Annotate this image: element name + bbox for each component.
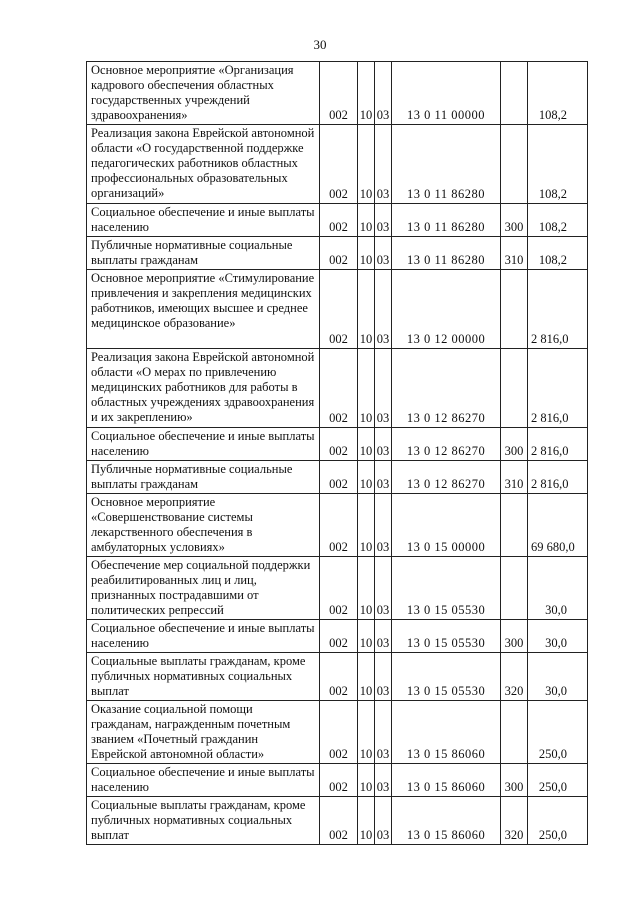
- amount: 108,2: [528, 237, 588, 270]
- amount: 250,0: [528, 701, 588, 764]
- section-code: 10: [358, 62, 375, 125]
- subsection-code: 03: [375, 701, 392, 764]
- ministry-code: 002: [320, 204, 358, 237]
- amount: 30,0: [528, 653, 588, 701]
- program-code: 13 0 11 86280: [392, 237, 501, 270]
- section-code: 10: [358, 764, 375, 797]
- row-name: Публичные нормативные социальные выплаты гражданам: [87, 237, 320, 270]
- table-row: [87, 620, 588, 653]
- ministry-code: 002: [320, 349, 358, 428]
- amount: 2 816,0: [528, 349, 588, 428]
- table-row: [87, 237, 588, 270]
- table-row: [87, 701, 588, 764]
- section-code: 10: [358, 349, 375, 428]
- row-name: Оказание социальной помощи гражданам, награжденным почетным званием «Почетный гражданин Еврейской автономной области»: [87, 701, 320, 764]
- ministry-code: 002: [320, 428, 358, 461]
- subsection-code: 03: [375, 204, 392, 237]
- budget-table: [86, 61, 588, 845]
- section-code: 10: [358, 125, 375, 204]
- section-code: 10: [358, 204, 375, 237]
- subsection-code: 03: [375, 653, 392, 701]
- row-name: Основное мероприятие «Организация кадрового обеспечения областных государственных учреждений здравоохранения»: [87, 62, 320, 125]
- ministry-code: 002: [320, 237, 358, 270]
- table-row: [87, 270, 588, 349]
- section-code: 10: [358, 557, 375, 620]
- table-row: [87, 428, 588, 461]
- section-code: 10: [358, 653, 375, 701]
- expense-type-code: 300: [501, 204, 528, 237]
- amount: 2 816,0: [528, 270, 588, 349]
- subsection-code: 03: [375, 237, 392, 270]
- expense-type-code: 320: [501, 653, 528, 701]
- ministry-code: 002: [320, 494, 358, 557]
- expense-type-code: [501, 494, 528, 557]
- program-code: 13 0 12 86270: [392, 349, 501, 428]
- ministry-code: 002: [320, 461, 358, 494]
- program-code: 13 0 15 05530: [392, 653, 501, 701]
- ministry-code: 002: [320, 557, 358, 620]
- ministry-code: 002: [320, 797, 358, 845]
- row-name: Социальные выплаты гражданам, кроме публичных нормативных социальных выплат: [87, 653, 320, 701]
- amount: 250,0: [528, 764, 588, 797]
- table-row: [87, 62, 588, 125]
- subsection-code: 03: [375, 797, 392, 845]
- table-row: [87, 204, 588, 237]
- program-code: 13 0 15 05530: [392, 620, 501, 653]
- amount: 30,0: [528, 557, 588, 620]
- table-row: [87, 494, 588, 557]
- section-code: 10: [358, 494, 375, 557]
- row-name: Социальные выплаты гражданам, кроме публичных нормативных социальных выплат: [87, 797, 320, 845]
- expense-type-code: [501, 701, 528, 764]
- section-code: 10: [358, 797, 375, 845]
- subsection-code: 03: [375, 62, 392, 125]
- row-name: Основное мероприятие «Стимулирование привлечения и закрепления медицинских работников, имеющих высшее и среднее медицинское образование»: [87, 270, 320, 349]
- expense-type-code: 310: [501, 461, 528, 494]
- ministry-code: 002: [320, 125, 358, 204]
- amount: 250,0: [528, 797, 588, 845]
- subsection-code: 03: [375, 557, 392, 620]
- program-code: 13 0 15 86060: [392, 797, 501, 845]
- ministry-code: 002: [320, 270, 358, 349]
- subsection-code: 03: [375, 461, 392, 494]
- amount: 2 816,0: [528, 461, 588, 494]
- table-row: [87, 461, 588, 494]
- amount: 69 680,0: [528, 494, 588, 557]
- program-code: 13 0 11 86280: [392, 204, 501, 237]
- expense-type-code: 300: [501, 620, 528, 653]
- subsection-code: 03: [375, 620, 392, 653]
- table-row: [87, 349, 588, 428]
- ministry-code: 002: [320, 653, 358, 701]
- page-number: 30: [313, 37, 327, 52]
- amount: 108,2: [528, 125, 588, 204]
- subsection-code: 03: [375, 428, 392, 461]
- subsection-code: 03: [375, 349, 392, 428]
- ministry-code: 002: [320, 620, 358, 653]
- expense-type-code: [501, 270, 528, 349]
- section-code: 10: [358, 620, 375, 653]
- row-name: Социальное обеспечение и иные выплаты населению: [87, 764, 320, 797]
- section-code: 10: [358, 237, 375, 270]
- expense-type-code: [501, 349, 528, 428]
- subsection-code: 03: [375, 270, 392, 349]
- program-code: 13 0 12 86270: [392, 428, 501, 461]
- program-code: 13 0 11 00000: [392, 62, 501, 125]
- row-name: Обеспечение мер социальной поддержки реабилитированных лиц и лиц, признанных пострадавшими от политических репрессий: [87, 557, 320, 620]
- program-code: 13 0 12 00000: [392, 270, 501, 349]
- program-code: 13 0 15 86060: [392, 701, 501, 764]
- section-code: 10: [358, 428, 375, 461]
- table-row: [87, 764, 588, 797]
- program-code: 13 0 12 86270: [392, 461, 501, 494]
- row-name: Реализация закона Еврейской автономной области «О государственной поддержке педагогических работников областных профессиональных образовательных организаций»: [87, 125, 320, 204]
- table-row: [87, 797, 588, 845]
- row-name: Социальное обеспечение и иные выплаты населению: [87, 620, 320, 653]
- section-code: 10: [358, 270, 375, 349]
- expense-type-code: [501, 125, 528, 204]
- row-name: Основное мероприятие «Совершенствование системы лекарственного обеспечения в амбулаторных условиях»: [87, 494, 320, 557]
- amount: 108,2: [528, 62, 588, 125]
- amount: 30,0: [528, 620, 588, 653]
- row-name: Социальное обеспечение и иные выплаты населению: [87, 204, 320, 237]
- table-row: [87, 125, 588, 204]
- ministry-code: 002: [320, 701, 358, 764]
- expense-type-code: [501, 62, 528, 125]
- amount: 2 816,0: [528, 428, 588, 461]
- program-code: 13 0 11 86280: [392, 125, 501, 204]
- expense-type-code: [501, 557, 528, 620]
- row-name: Публичные нормативные социальные выплаты гражданам: [87, 461, 320, 494]
- section-code: 10: [358, 461, 375, 494]
- subsection-code: 03: [375, 125, 392, 204]
- row-name: Социальное обеспечение и иные выплаты населению: [87, 428, 320, 461]
- expense-type-code: 310: [501, 237, 528, 270]
- ministry-code: 002: [320, 62, 358, 125]
- table-row: [87, 653, 588, 701]
- row-name: Реализация закона Еврейской автономной области «О мерах по привлечению медицинских работников для работы в областных учреждениях здравоохранения и их закреплению»: [87, 349, 320, 428]
- program-code: 13 0 15 00000: [392, 494, 501, 557]
- program-code: 13 0 15 86060: [392, 764, 501, 797]
- table-row: [87, 557, 588, 620]
- amount: 108,2: [528, 204, 588, 237]
- subsection-code: 03: [375, 494, 392, 557]
- expense-type-code: 300: [501, 428, 528, 461]
- subsection-code: 03: [375, 764, 392, 797]
- expense-type-code: 320: [501, 797, 528, 845]
- ministry-code: 002: [320, 764, 358, 797]
- expense-type-code: 300: [501, 764, 528, 797]
- program-code: 13 0 15 05530: [392, 557, 501, 620]
- section-code: 10: [358, 701, 375, 764]
